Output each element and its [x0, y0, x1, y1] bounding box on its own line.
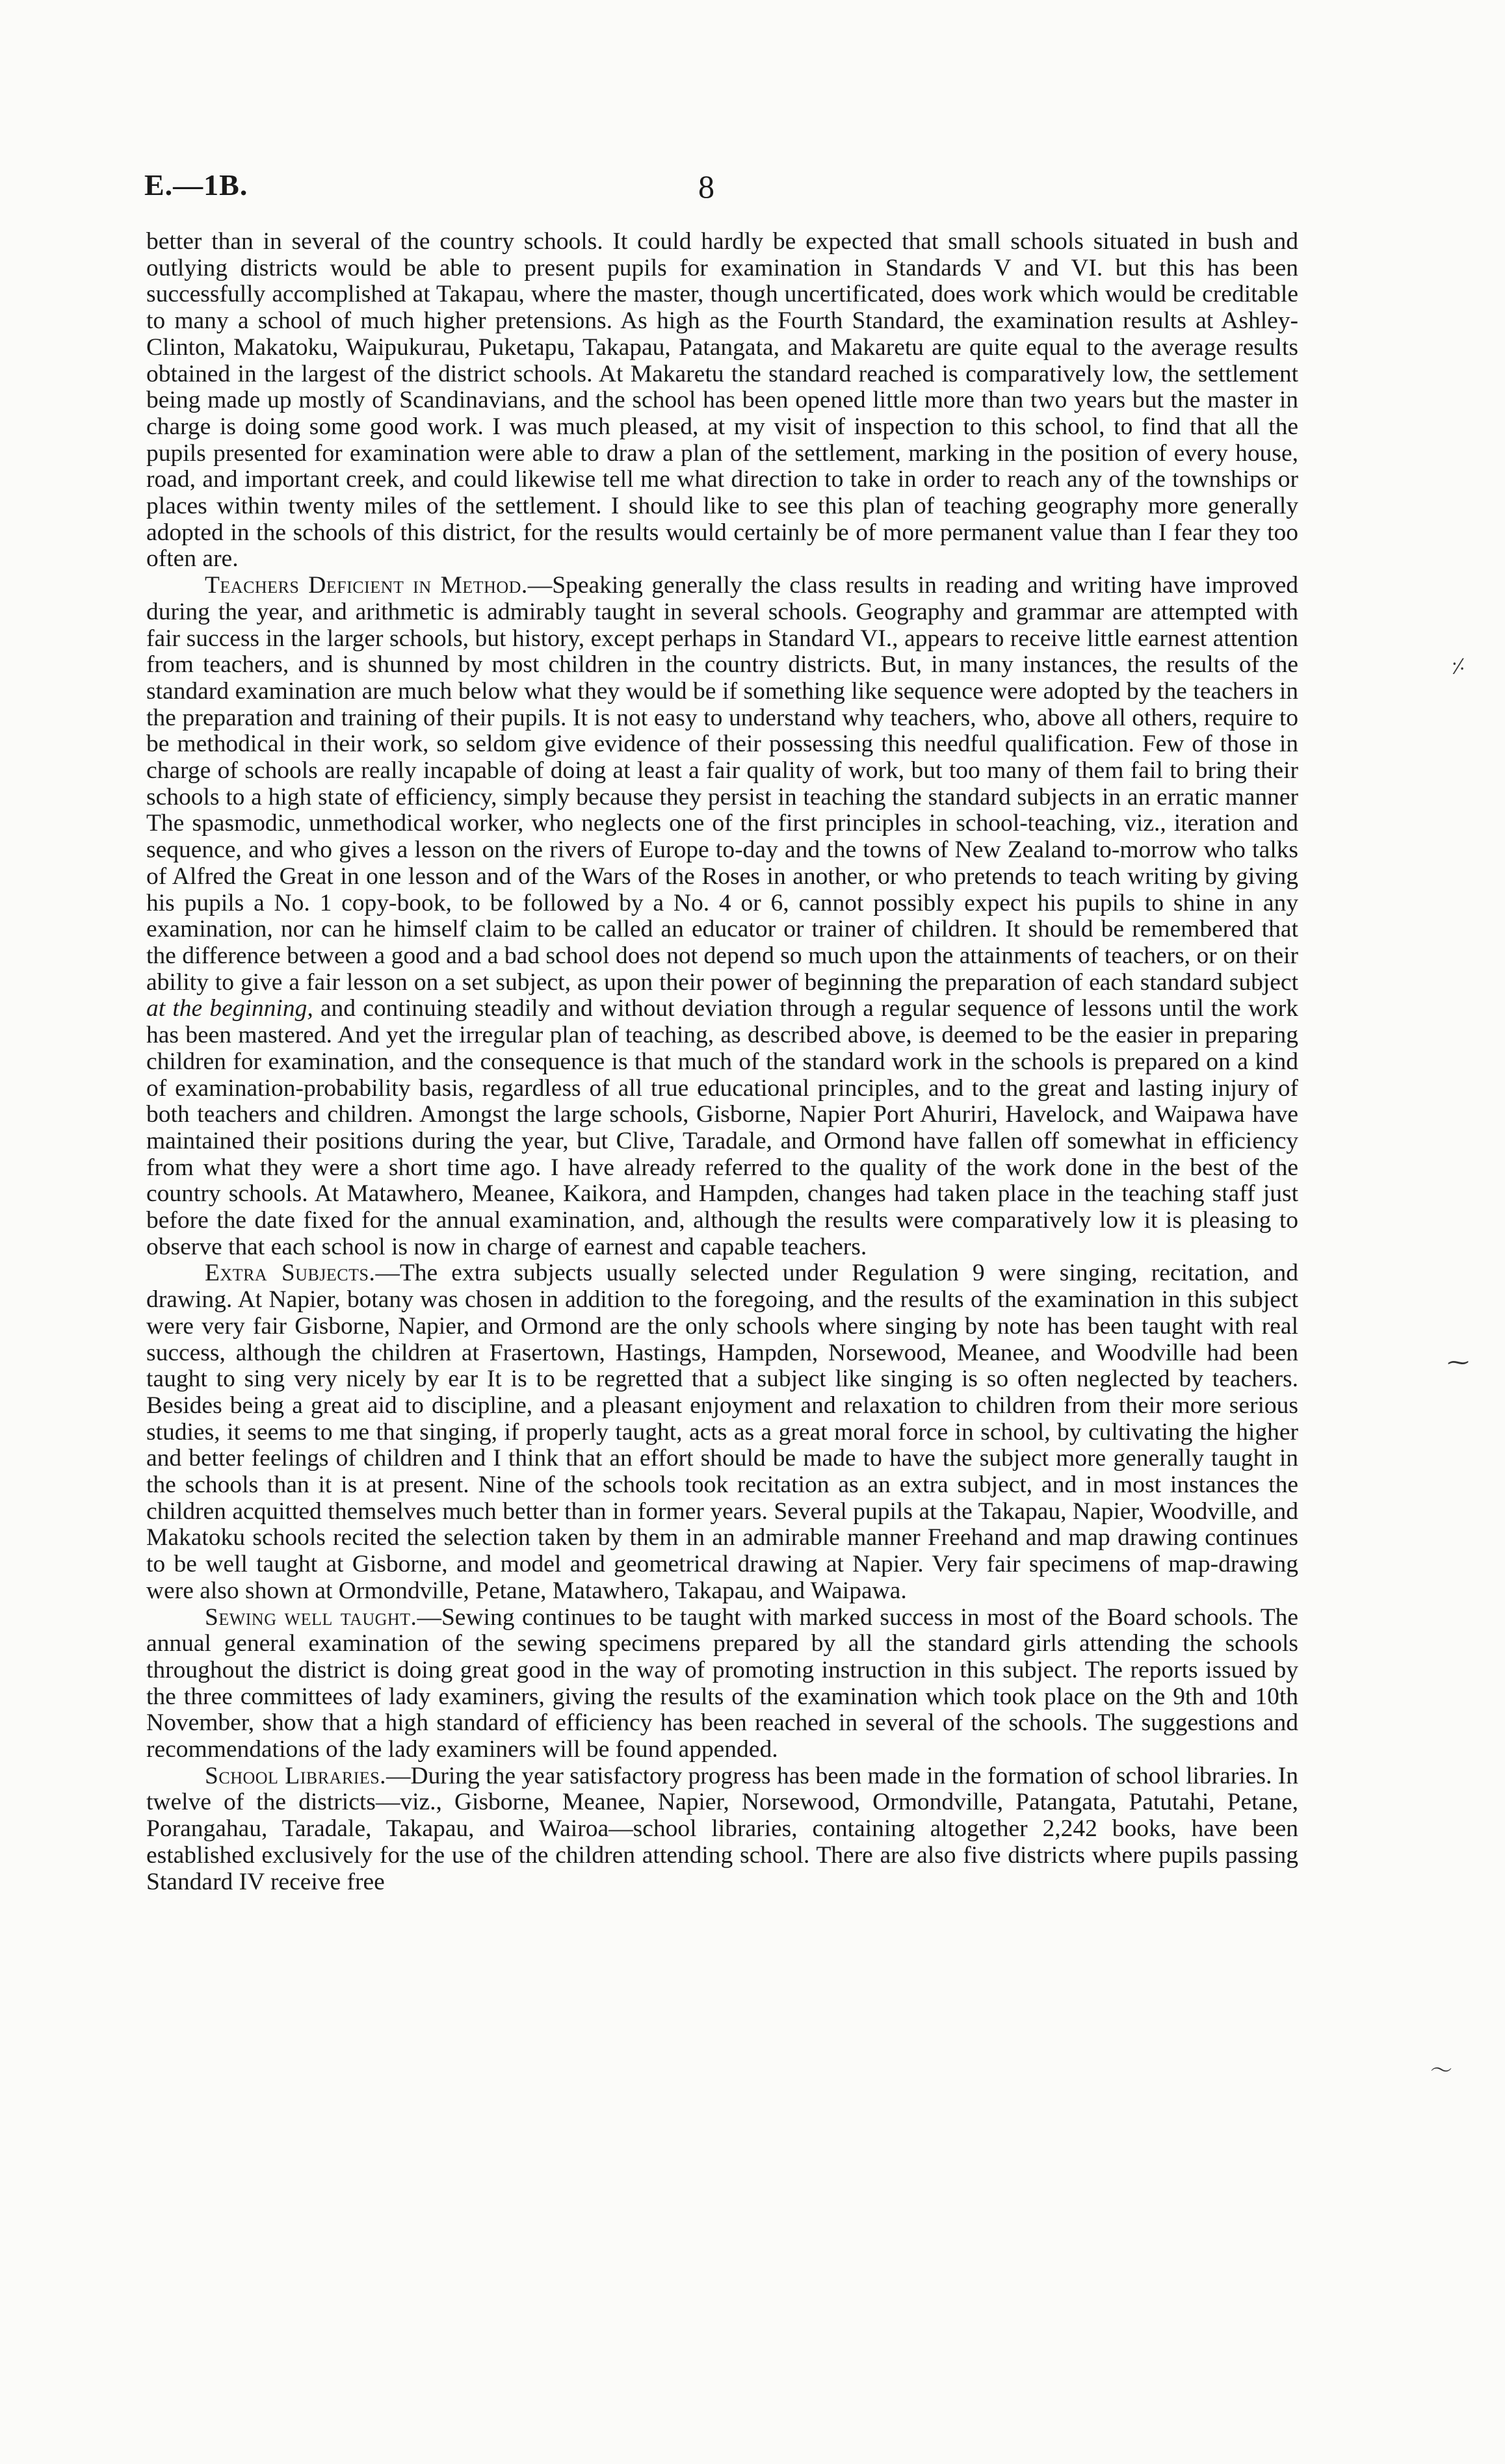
italic-text: at the beginning, [146, 995, 313, 1022]
paragraph-text: —Sewing continues to be taught with marked success in most of the Board schools. The annual general examination of the sewing specimens prepared by all the standard girls attending the schools throughout the district is doing great good in the way of promoting instruction in this subject. The reports issued by the three committees of lady examiners, giving the results of the examination which took place on the 9th and 10th November, show that a high standard of efficiency has been reached in several of the schools. The suggestions and recommendations of the lady examiners will be found appended. [146, 1603, 1298, 1763]
paragraph-text: —The extra subjects usually selected under Regulation 9 were singing, recitation, and drawing. At Napier, botany was chosen in addition to the foregoing, and the results of the examination in this subject were very fair Gisborne, Napier, and Ormond are the only schools where singing by note has been taught with real success, although the children at Frasertown, Hastings, Hampden, Norsewood, Meanee, and Woodville had been taught to sing very nicely by ear It is to be regretted that a subject like singing is so often neglected by teachers. Besides being a great aid to discipline, and a pleasant enjoyment and relaxation to children from their more serious studies, it seems to me that singing, if properly taught, acts as a great moral force in school, by cultivating the higher and better feelings of children and I think that an effort should be made to have the subject more generally taught in the schools than it is at present. Nine of the schools took recitation as an extra subject, and in most instances the children acquitted themselves much better than in former years. Several pupils at the Takapau, Napier, Woodville, and Makatoku schools recited the selection taken by them in an admirable manner Freehand and map drawing continues to be well taught at Gisborne, and model and geometrical drawing at Napier. Very fair specimens of map-drawing were also shown at Ormondville, Petane, Matawhero, Takapau, and Waipawa. [146, 1260, 1299, 1604]
page-number: 8 [698, 168, 714, 205]
paragraph [146, 1763, 1298, 1896]
section-heading: Extra Subjects. [205, 1260, 376, 1287]
section-heading: School Libraries. [205, 1762, 387, 1789]
page-header [144, 168, 1295, 213]
paragraph-text: and continuing steadily and without deviation through a regular sequence of lessons until the work has been mastered. And yet the irregular plan of teaching, as described above, is deemed to be the easier in preparing children for examination, and the consequence is that much of the standard work in the schools is prepared on a kind of examination-probability basis, regardless of all true educational principles, and to the great and lasting injury of both teachers and children. Amongst the large schools, Gisborne, Napier Port Ahuriri, Havelock, and Waipawa have maintained their positions during the year, but Clive, Taradale, and Ormond have fallen off somewhat in efficiency from what they were a short time ago. I have already referred to the quality of the work done in the best of the country schools. At Matawhero, Meanee, Kaikora, and Hampden, changes had taken place in the teaching staff just before the date fixed for the annual examination, and, although the results were comparatively low it is pleasing to observe that each school is now in charge of earnest and capable teachers. [146, 995, 1298, 1260]
section-heading: Teachers Deficient in Method. [205, 572, 528, 599]
margin-mark-icon: ⁓ [1447, 1351, 1469, 1375]
section-heading: Sewing well taught. [205, 1603, 417, 1631]
paragraph-text: better than in several of the country schools. It could hardly be expected that small schools situated in bush and outlying districts would be able to present pupils for examination in Standards V and VI. but this has been successfully accomplished at Takapau, where the master, though uncertificated, does work which would be creditable to many a school of much higher pretensions. As high as the Fourth Standard, the examination results at Ashley-Clinton, Makatoku, Waipukurau, Puketapu, Takapau, Patangata, and Makaretu are quite equal to the average results obtained in the largest of the district schools. At Makaretu the standard reached is comparatively low, the settlement being made up mostly of Scandinavians, and the school has been opened little more than two years but the master in charge is doing some good work. I was much pleased, at my visit of inspection to this school, to find that all the pupils presented for examination were able to draw a plan of the settlement, marking in the position of every house, road, and important creek, and could likewise tell me what direction to take in order to reach any of the townships or places within twenty miles of the settlement. I should like to see this plan of teaching geography more generally adopted in the schools of this district, for the results would certainly be of more permanent value than I fear they too often are. [146, 228, 1298, 573]
paragraph-text: —During the year satisfactory progress has been made in the formation of school libraries. In twelve of the districts—viz., Gisborne, Meanee, Napier, Norsewood, Ormondville, Patangata, Patutahi, Petane, Porangahau, Taradale, Takapau, and Wairoa—school libraries, containing altogether 2,242 books, have been established exclusively for the use of the children attending school. There are also five districts where pupils passing Standard IV receive free [146, 1762, 1298, 1895]
margin-mark-icon: ⸓ [1451, 655, 1466, 679]
document-reference: E.—1B. [144, 168, 248, 201]
paragraph-text: —Speaking generally the class results in reading and writing have improved during the year, and arithmetic is admirably taught in several schools. Geography and grammar are attempted with fair success in the larger schools, but history, except perhaps in Standard VI., appears to receive little earnest attention from teachers, and is shunned by most children in the country districts. But, in many instances, the results of the standard examination are much below what they would be if something like sequence were adopted by the teachers in the preparation and training of their pupils. It is not easy to understand why teachers, who, above all others, require to be methodical in their work, so seldom give evidence of their possessing this needful qualification. Few of those in charge of schools are really incapable of doing at least a fair quality of work, but too many of them fail to bring their schools to a high state of efficiency, simply because they persist in teaching the standard subjects in an erratic manner The spasmodic, unmethodical worker, who neglects one of the first principles in school-teaching, viz., iteration and sequence, and who gives a lesson on the rivers of Europe to-day and the towns of New Zealand to-morrow who talks of Alfred the Great in one lesson and of the Wars of the Roses in another, or who pretends to teach writing by giving his pupils a No. 1 copy-book, to be followed by a No. 4 or 6, cannot possibly expect his pupils to shine in any examination, nor can he himself claim to be called an educator or trainer of children. It should be remembered that the difference between a good and a bad school does not depend so much upon the attainments of teachers, or on their ability to give a fair lesson on a set subject, as upon their power of beginning the preparation of each standard subject [146, 572, 1299, 996]
paragraph [146, 573, 1298, 1260]
paragraph [146, 1605, 1298, 1763]
paragraph [146, 229, 1298, 573]
paragraph [146, 1260, 1298, 1604]
document-body [146, 229, 1298, 1895]
margin-mark-icon: 〜 [1430, 2059, 1452, 2083]
